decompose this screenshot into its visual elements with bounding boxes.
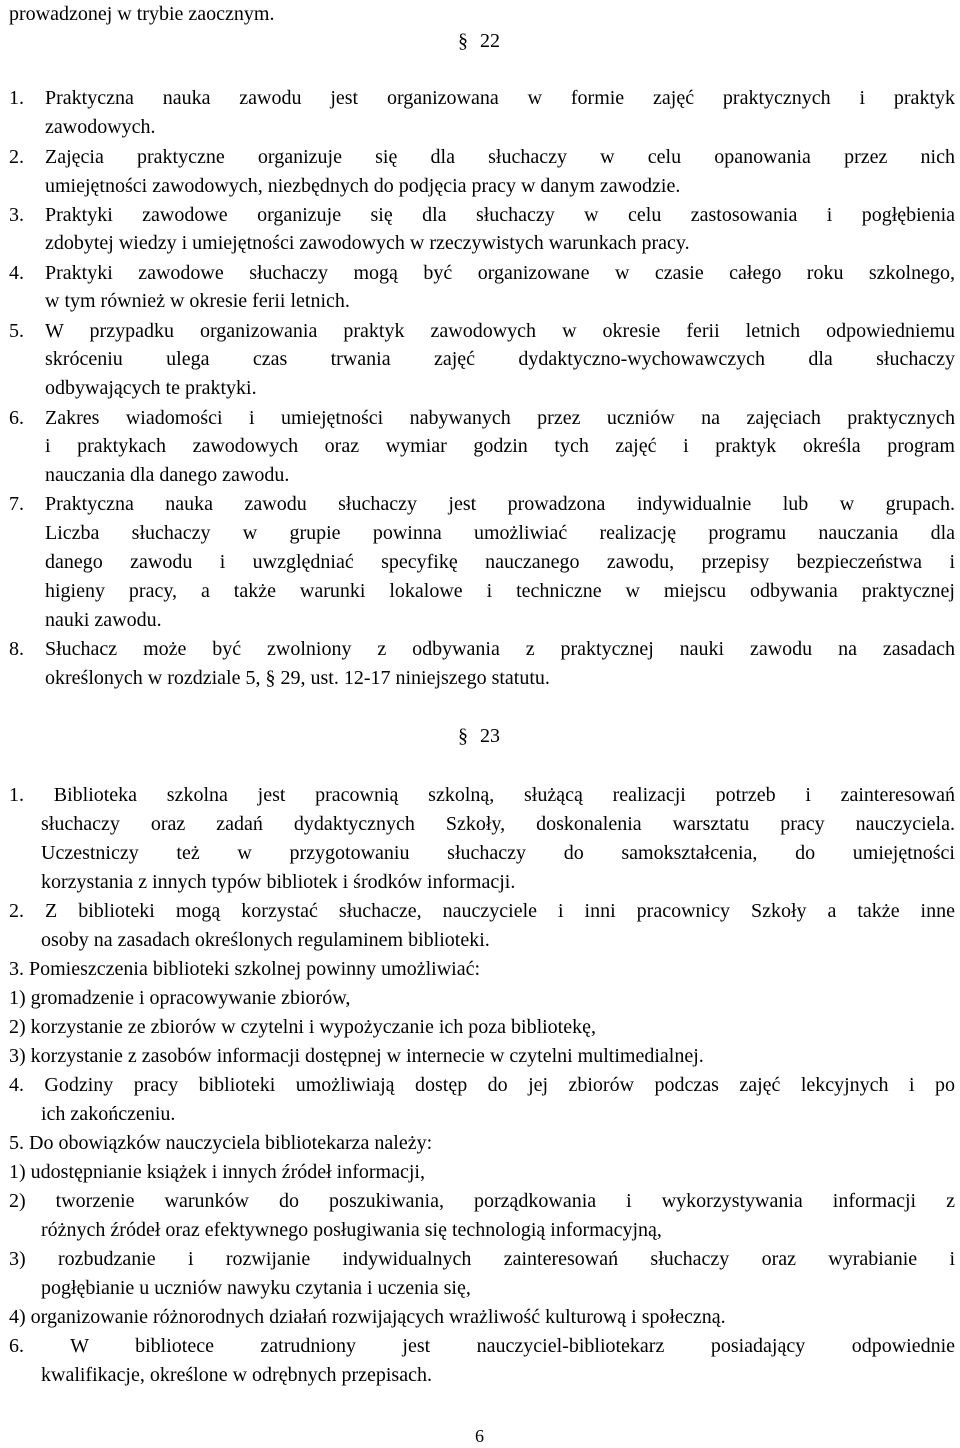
item-line: odbywających te praktyki. [45, 377, 257, 399]
item-line: i praktykach zawodowych oraz wymiar godzin tych zajęć i praktyk określa program [45, 435, 955, 457]
body-line: osoby na zasadach określonych regulaminem biblioteki. [41, 929, 490, 951]
intro-line: prowadzonej w trybie zaocznym. [9, 3, 275, 25]
item-number: 2. [9, 146, 24, 168]
body-line: różnych źródeł oraz efektywnego posługiwania się technologią informacyjną, [41, 1219, 662, 1241]
item-line: skróceniu ulega czas trwania zajęć dydaktyczno-wychowawczych dla słuchaczy [45, 348, 955, 370]
body-line: 6. W bibliotece zatrudniony jest nauczyciel-bibliotekarz posiadający odpowiednie [9, 1335, 955, 1357]
body-line: 3. Pomieszczenia biblioteki szkolnej powinny umożliwiać: [9, 958, 481, 980]
body-line: 2) korzystanie ze zbiorów w czytelni i wypożyczanie ich poza bibliotekę, [9, 1016, 596, 1038]
item-line: zdobytej wiedzy i umiejętności zawodowych w rzeczywistych warunkach pracy. [45, 232, 690, 254]
body-line: 2) tworzenie warunków do poszukiwania, porządkowania i wykorzystywania informacji z [9, 1190, 955, 1212]
body-line: pogłębianie u uczniów nawyku czytania i uczenia się, [41, 1277, 471, 1299]
item-number: 5. [9, 320, 24, 342]
item-line: umiejętności zawodowych, niezbędnych do podjęcia pracy w danym zawodzie. [45, 175, 681, 197]
body-line: kwalifikacje, określone w odrębnych przepisach. [41, 1364, 432, 1386]
item-line: Zajęcia praktyczne organizuje się dla słuchaczy w celu opanowania przez nich [45, 146, 955, 168]
item-line: nauki zawodu. [45, 609, 162, 631]
item-line: w tym również w okresie ferii letnich. [45, 290, 350, 312]
body-line: 3) korzystanie z zasobów informacji dostępnej w internecie w czytelni multimedialnej. [9, 1045, 704, 1067]
item-number: 3. [9, 204, 24, 226]
item-number: 4. [9, 262, 24, 284]
body-line: 3) rozbudzanie i rozwijanie indywidualnych zainteresowań słuchaczy oraz wyrabianie i [9, 1248, 955, 1270]
item-line: Praktyki zawodowe organizuje się dla słuchaczy w celu zastosowania i pogłębienia [45, 204, 955, 226]
item-line: nauczania dla danego zawodu. [45, 464, 290, 486]
item-number: 8. [9, 638, 24, 660]
item-line: Zakres wiadomości i umiejętności nabywanych przez uczniów na zajęciach praktycznych [45, 407, 955, 429]
item-line: określonych w rozdziale 5, § 29, ust. 12-17 niniejszego statutu. [45, 667, 550, 689]
body-line: 2. Z biblioteki mogą korzystać słuchacze, nauczyciele i inni pracownicy Szkoły a także inne [9, 900, 955, 922]
item-line: Liczba słuchaczy w grupie powinna umożliwiać realizację programu nauczania dla [45, 522, 955, 544]
item-line: zawodowych. [45, 116, 156, 138]
item-line: Praktyki zawodowe słuchaczy mogą być organizowane w czasie całego roku szkolnego, [45, 262, 955, 284]
item-number: 1. [9, 87, 24, 109]
item-line: Praktyczna nauka zawodu jest organizowana w formie zajęć praktycznych i praktyk [45, 87, 955, 109]
item-number: 7. [9, 493, 24, 515]
item-line: Słuchacz może być zwolniony z odbywania z praktycznej nauki zawodu na zasadach [45, 638, 955, 660]
body-line: Uczestniczy też w przygotowaniu słuchaczy do samokształcenia, do umiejętności [41, 842, 955, 864]
body-line: 4) organizowanie różnorodnych działań rozwijających wrażliwość kulturową i społeczną. [9, 1306, 726, 1328]
body-line: ich zakończeniu. [41, 1103, 176, 1125]
section-22-heading [458, 29, 500, 53]
body-line: korzystania z innych typów bibliotek i środków informacji. [41, 871, 516, 893]
body-line: 4. Godziny pracy biblioteki umożliwiają dostęp do jej zbiorów podczas zajęć lekcyjnych i po [9, 1074, 955, 1096]
body-line: 1. Biblioteka szkolna jest pracownią szkolną, służącą realizacji potrzeb i zainteresowań [9, 784, 955, 806]
section-22-number: 22 [480, 30, 500, 52]
body-line: 5. Do obowiązków nauczyciela bibliotekarza należy: [9, 1132, 433, 1154]
section-23-heading [458, 724, 500, 748]
item-line: higieny pracy, a także warunki lokalowe i techniczne w miejscu odbywania praktycznej [45, 580, 955, 602]
body-line: słuchaczy oraz zadań dydaktycznych Szkoły, doskonalenia warsztatu pracy nauczyciela. [41, 813, 955, 835]
item-number: 6. [9, 407, 24, 429]
paragraph-symbol: § [458, 725, 468, 747]
page-number: 6 [475, 1426, 484, 1446]
item-line: W przypadku organizowania praktyk zawodowych w okresie ferii letnich odpowiedniemu [45, 320, 955, 342]
item-line: Praktyczna nauka zawodu słuchaczy jest prowadzona indywidualnie lub w grupach. [45, 493, 955, 515]
section-23-number: 23 [480, 725, 500, 747]
paragraph-symbol: § [458, 30, 468, 52]
item-line: danego zawodu i uwzględniać specyfikę nauczanego zawodu, przepisy bezpieczeństwa i [45, 551, 955, 573]
body-line: 1) udostępnianie książek i innych źródeł informacji, [9, 1161, 425, 1183]
body-line: 1) gromadzenie i opracowywanie zbiorów, [9, 987, 351, 1009]
